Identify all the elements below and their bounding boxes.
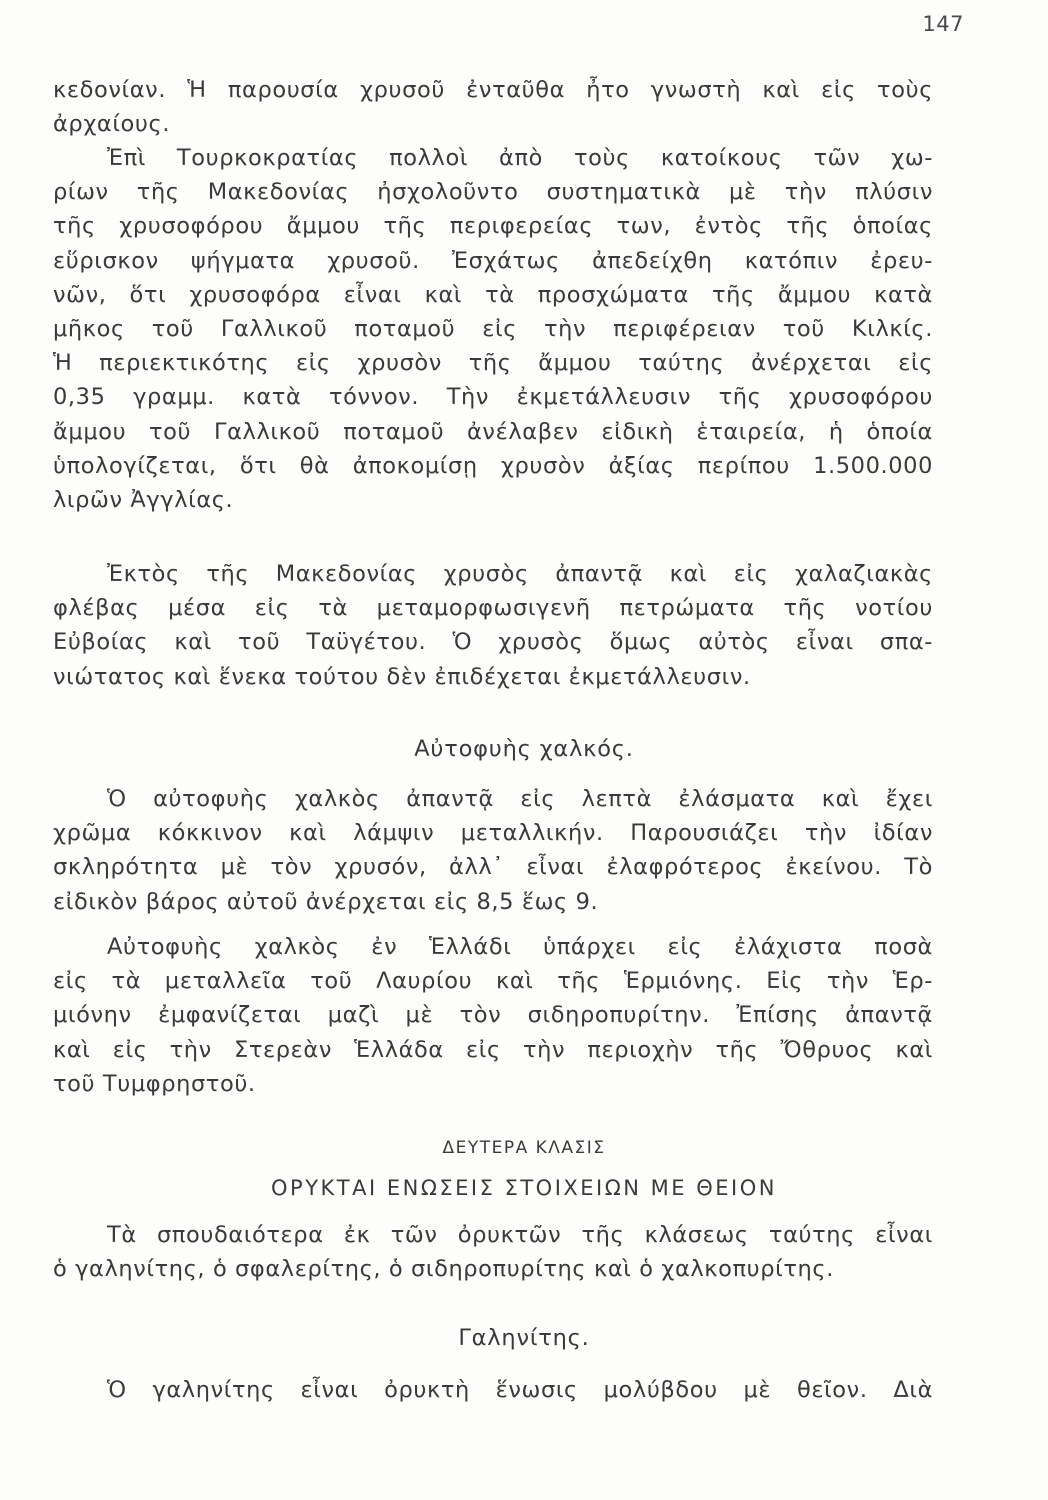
class-title-heading: ΟΡΥΚΤΑΙ ΕΝΩΣΕΙΣ ΣΤΟΙΧΕΙΩΝ ΜΕ ΘΕΙΟΝ — [271, 1176, 777, 1200]
text-line: φλέβας μέσα εἰς τὰ μεταμορφωσιγενῆ πετρώματα τῆς νοτίου — [53, 595, 933, 622]
text-line: νιώτατος καὶ ἕνεκα τούτου δὲν ἐπιδέχεται ἐκμετάλλευσιν. — [53, 663, 751, 690]
text-line: τοῦ Τυμφρηστοῦ. — [53, 1070, 256, 1097]
text-line: νῶν, ὅτι χρυσοφόρα εἶναι καὶ τὰ προσχώματα τῆς ἄμμου κατὰ — [53, 281, 933, 308]
text-line: ἄμμου τοῦ Γαλλικοῦ ποταμοῦ ἀνέλαβεν εἰδικὴ ἑταιρεία, ἡ ὁποία — [53, 418, 933, 445]
class-heading: ΔΕΥΤΕΡΑ ΚΛΑΣΙΣ — [442, 1138, 606, 1158]
text-line: Αὐτοφυὴς χαλκὸς ἐν Ἑλλάδι ὑπάρχει εἰς ἐλάχιστα ποσὰ — [107, 934, 933, 960]
text-line: ὁ γαληνίτης, ὁ σφαλερίτης, ὁ σιδηροπυρίτης καὶ ὁ χαλκοπυρίτης. — [53, 1256, 834, 1283]
text-line: λιρῶν Ἀγγλίας. — [53, 486, 234, 513]
paragraph-galena-definition — [53, 1373, 933, 1407]
text-line: 0,35 γραμμ. κατὰ τόννον. Τὴν ἐκμετάλλευσιν τῆς χρυσοφόρου — [53, 384, 933, 411]
text-line: εὕρισκον ψήγματα χρυσοῦ. Ἐσχάτως ἀπεδείχθη κατόπιν ἐρευ- — [53, 247, 933, 274]
text-line: εἰς τὰ μεταλλεῖα τοῦ Λαυρίου καὶ τῆς Ἑρμιόνης. Εἰς τὴν Ἑρ- — [53, 968, 933, 995]
text-line: καὶ εἰς τὴν Στερεὰν Ἑλλάδα εἰς τὴν περιοχὴν τῆς Ὄθρυος καὶ — [53, 1036, 933, 1063]
text-line: μῆκος τοῦ Γαλλικοῦ ποταμοῦ εἰς τὴν περιφέρειαν τοῦ Κιλκίς. — [53, 315, 933, 342]
section-heading-native-copper: Αὐτοφυὴς χαλκός. — [414, 736, 634, 762]
text-line: μιόνην ἐμφανίζεται μαζὶ μὲ τὸν σιδηροπυρίτην. Ἐπίσης ἀπαντᾷ — [53, 1002, 933, 1029]
section-heading-galena: Γαληνίτης. — [458, 1325, 590, 1351]
text-line: Τὰ σπουδαιότερα ἐκ τῶν ὀρυκτῶν τῆς κλάσεως ταύτης εἶναι — [107, 1222, 933, 1248]
page-number: 147 — [922, 12, 964, 36]
text-line: Ἐκτὸς τῆς Μακεδονίας χρυσὸς ἀπαντᾷ καὶ εἰς χαλαζιακὰς — [107, 561, 933, 587]
paragraph-turkish-era — [53, 141, 933, 517]
text-line: ὑπολογίζεται, ὅτι θὰ ἀποκομίσῃ χρυσὸν ἀξίας περίπου 1.500.000 — [53, 452, 933, 479]
text-line: Ὁ αὐτοφυὴς χαλκὸς ἀπαντᾷ εἰς λεπτὰ ἐλάσματα καὶ ἔχει — [107, 786, 933, 812]
text-line: τῆς χρυσοφόρου ἄμμου τῆς περιφερείας των, ἐντὸς τῆς ὁποίας — [53, 213, 933, 240]
paragraph-gold-continuation — [53, 73, 933, 141]
text-line: εἰδικὸν βάρος αὐτοῦ ἀνέρχεται εἰς 8,5 ἕως 9. — [53, 888, 599, 915]
paragraph-class-overview — [53, 1218, 933, 1286]
text-line: ἀρχαίους. — [53, 111, 171, 138]
text-line: Ἡ περιεκτικότης εἰς χρυσὸν τῆς ἄμμου ταύτης ἀνέρχεται εἰς — [53, 350, 933, 377]
text-line: χρῶμα κόκκινον καὶ λάμψιν μεταλλικήν. Παρουσιάζει τὴν ἰδίαν — [53, 820, 933, 847]
text-line: Εὐβοίας καὶ τοῦ Ταϋγέτου. Ὁ χρυσὸς ὅμως αὐτὸς εἶναι σπα- — [53, 629, 933, 656]
text-line: σκληρότητα μὲ τὸν χρυσόν, ἀλλ᾽ εἶναι ἐλαφρότερος ἐκείνου. Τὸ — [53, 854, 933, 881]
paragraph-copper-properties — [53, 782, 933, 919]
text-line: Ἐπὶ Τουρκοκρατίας πολλοὶ ἀπὸ τοὺς κατοίκους τῶν χω- — [107, 145, 933, 171]
text-line: κεδονίαν. Ἡ παρουσία χρυσοῦ ἐνταῦθα ἦτο γνωστὴ καὶ εἰς τοὺς — [53, 77, 933, 103]
text-line: ρίων τῆς Μακεδονίας ἠσχολοῦντο συστηματικὰ μὲ τὴν πλύσιν — [53, 179, 933, 206]
text-line: Ὁ γαληνίτης εἶναι ὀρυκτὴ ἕνωσις μολύβδου μὲ θεῖον. Διὰ — [107, 1377, 933, 1403]
paragraph-copper-in-greece — [53, 930, 933, 1101]
paragraph-other-gold-locations — [53, 557, 933, 694]
